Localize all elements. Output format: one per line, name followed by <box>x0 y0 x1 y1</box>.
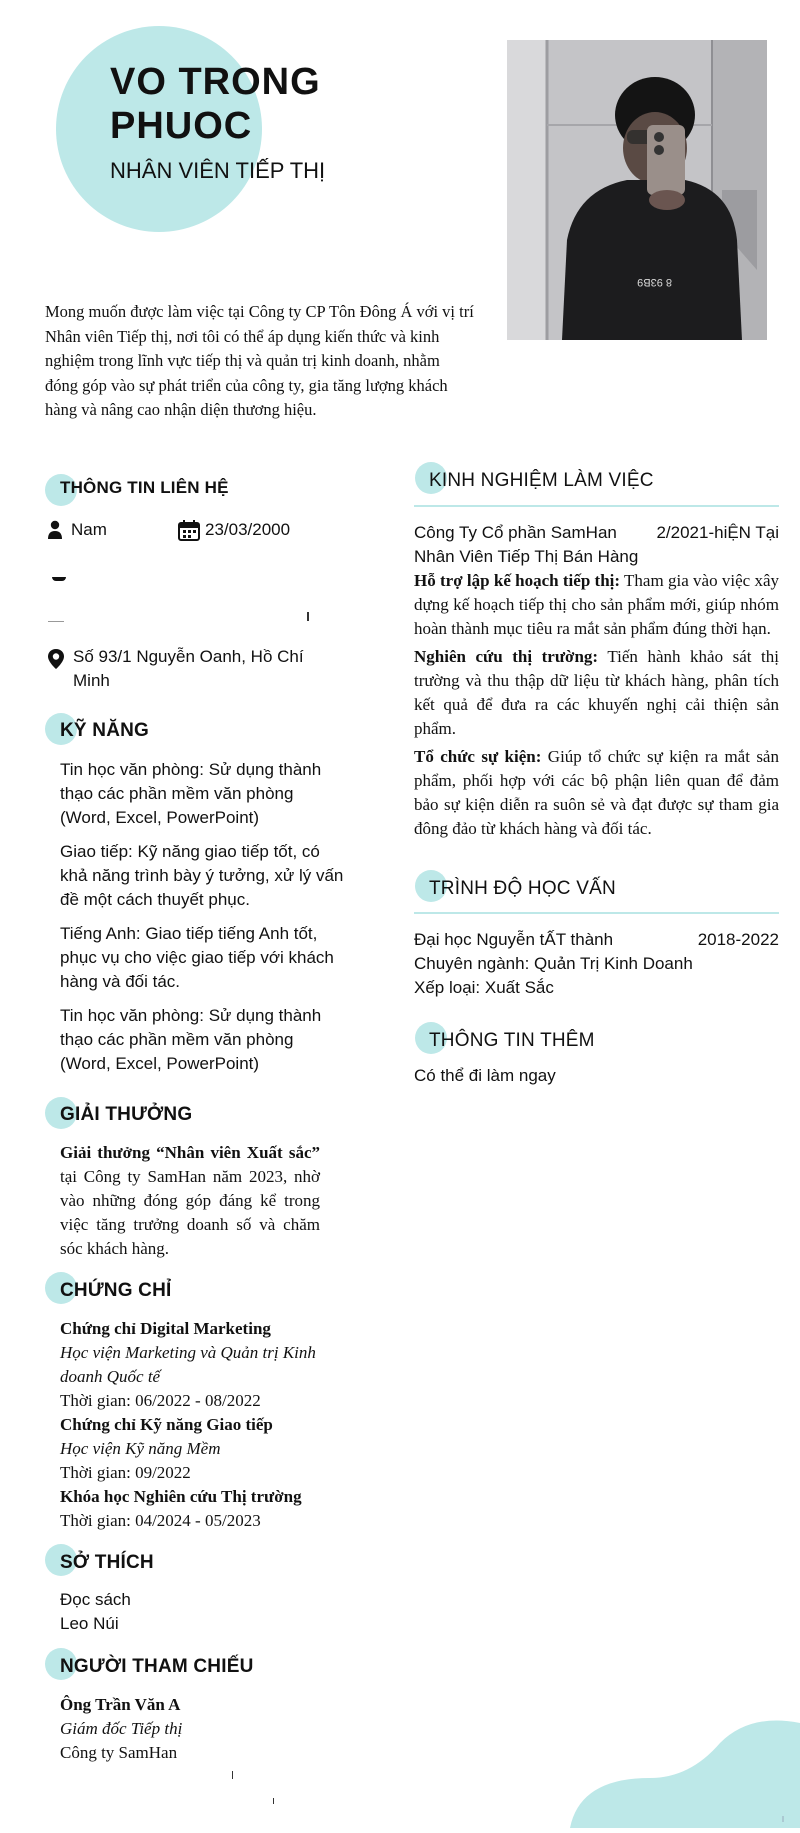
address-value: Số 93/1 Nguyễn Oanh, Hồ Chí Minh <box>73 647 304 690</box>
person-icon <box>47 520 63 540</box>
education-major: Chuyên ngành: Quản Trị Kinh Doanh <box>414 954 693 973</box>
skill-item: Tin học văn phòng: Sử dụng thành thạo các phần mềm văn phòng (Word, Excel, PowerPoint) <box>60 1006 322 1073</box>
redacted-mark <box>48 621 64 622</box>
certificates-list <box>60 1317 335 1533</box>
award-description: tại Công ty SamHan năm 2023, nhờ vào những đóng góp đáng kể trong việc tăng trưởng doanh số và chăm sóc khách hàng. <box>60 1167 320 1258</box>
cert-time: Thời gian: 04/2024 - 05/2023 <box>60 1511 261 1530</box>
reference-position: Giám đốc Tiếp thị <box>60 1719 183 1738</box>
experience-position: Nhân Viên Tiếp Thị Bán Hàng <box>414 547 639 566</box>
duty-label: Tổ chức sự kiện: <box>414 747 542 766</box>
job-title: NHÂN VIÊN TIẾP THỊ <box>110 158 326 183</box>
experience-duty <box>414 569 779 641</box>
calendar-icon <box>178 520 200 541</box>
experience-company: Công Ty Cổ phần SamHan <box>414 523 617 542</box>
decor-blob <box>560 1718 800 1833</box>
skill-item: Tin học văn phòng: Sử dụng thành thạo các phần mềm văn phòng (Word, Excel, PowerPoint) <box>60 760 322 827</box>
hobby-item: Leo Núi <box>60 1614 119 1633</box>
section-divider <box>414 505 779 507</box>
experience-section-title: KINH NGHIỆM LÀM VIỆC <box>429 470 654 491</box>
gender-value: Nam <box>71 520 107 539</box>
duty-text: Giúp tổ chức sự kiện ra mắt sản phẩm, phối hợp với các bộ phận liên quan để đảm bảo sự kiện diễn ra suôn sẻ và đạt được sự tham gia đông đảo từ khách hàng và đối tác. <box>414 747 779 838</box>
career-objective: Mong muốn được làm việc tại Công ty CP Tôn Đông Á với vị trí Nhân viên Tiếp thị, nơi tôi có thể áp dụng kiến thức và kinh nghiệm trong lĩnh vực tiếp thị và quản trị kinh doanh, nhằm đóng góp vào sự phát triển của công ty, gia tăng lượng khách hàng và nâng cao nhận diện thương hiệu. <box>45 302 474 419</box>
education-period: 2018-2022 <box>697 930 779 949</box>
candidate-name <box>110 60 410 148</box>
references-section-title: NGƯỜI THAM CHIẾU <box>60 1656 254 1677</box>
experience-duty <box>414 645 779 741</box>
hobby-item: Đọc sách <box>60 1590 131 1609</box>
skill-item: Tiếng Anh: Giao tiếp tiếng Anh tốt, phục vụ cho việc giao tiếp với khách hàng và đối tác. <box>60 924 334 991</box>
cert-time: Thời gian: 09/2022 <box>60 1463 191 1482</box>
name-line-1: VO TRONG <box>110 61 321 103</box>
cert-name: Khóa học Nghiên cứu Thị trường <box>60 1487 302 1506</box>
reference-entry <box>60 1693 320 1765</box>
cert-time: Thời gian: 06/2022 - 08/2022 <box>60 1391 261 1410</box>
redacted-mark <box>232 1771 233 1779</box>
education-school: Đại học Nguyễn tẤT thành <box>414 930 614 949</box>
hobbies-section-title: SỞ THÍCH <box>60 1552 154 1573</box>
birthdate-value: 23/03/2000 <box>205 520 291 539</box>
cert-name: Chứng chỉ Digital Marketing <box>60 1319 271 1338</box>
cert-org: Học viện Marketing và Quản trị Kinh doanh Quốc tế <box>60 1343 316 1386</box>
award-name: Giải thưởng “Nhân viên Xuất sắc” <box>60 1143 320 1162</box>
redacted-mark <box>52 577 66 581</box>
profile-photo <box>507 40 767 340</box>
extra-info-text: Có thể đi làm ngay <box>414 1066 556 1085</box>
duty-text: Tham gia vào việc xây dựng kế hoạch tiếp thị cho sản phẩm mới, giúp nhóm hoàn thành mục tiêu ra mắt sản phẩm đúng thời hạn. <box>414 571 779 638</box>
duty-text: Tiến hành khảo sát thị trường và thu thập dữ liệu từ khách hàng, phân tích kết quả để đưa ra các khuyến nghị cải thiện sản phẩm. <box>414 647 780 738</box>
redacted-mark <box>307 612 309 621</box>
location-pin-icon <box>47 648 65 670</box>
reference-company: Công ty SamHan <box>60 1743 178 1762</box>
awards-section-title: GIẢI THƯỞNG <box>60 1104 193 1125</box>
experience-duty <box>414 745 779 841</box>
name-line-2: PHUOC <box>110 105 253 147</box>
section-divider <box>414 912 779 914</box>
redacted-mark <box>273 1798 274 1804</box>
experience-period: 2/2021-hiỆN Tại <box>656 523 779 542</box>
duty-label: Nghiên cứu thị trường: <box>414 647 599 666</box>
reference-name: Ông Trần Văn A <box>60 1695 181 1714</box>
extra-info-section-title: THÔNG TIN THÊM <box>429 1030 595 1051</box>
certificates-section-title: CHỨNG CHỈ <box>60 1280 172 1301</box>
duty-label: Hỗ trợ lập kế hoạch tiếp thị: <box>414 571 621 590</box>
education-section-title: TRÌNH ĐỘ HỌC VẤN <box>429 878 616 899</box>
skill-item: Giao tiếp: Kỹ năng giao tiếp tốt, có khả năng trình bày ý tưởng, xử lý vấn đề một cách thuyết phục. <box>60 842 344 909</box>
contact-section-title: THÔNG TIN LIÊN HỆ <box>60 478 229 497</box>
svg-text:8 93B9: 8 93B9 <box>637 276 672 288</box>
award-entry <box>60 1141 320 1261</box>
cert-name: Chứng chỉ Kỹ năng Giao tiếp <box>60 1415 273 1434</box>
skills-section-title: KỸ NĂNG <box>60 720 150 741</box>
education-rank: Xếp loại: Xuất Sắc <box>414 978 554 997</box>
cert-org: Học viện Kỹ năng Mềm <box>60 1439 221 1458</box>
